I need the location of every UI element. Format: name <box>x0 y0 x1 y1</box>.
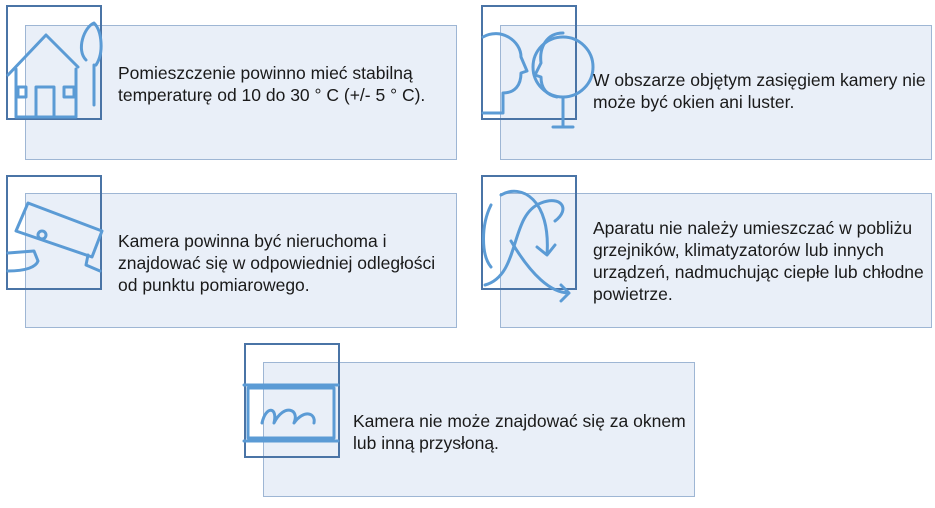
card-text-temperature: Pomieszczenie powinno mieć stabilną temperaturę od 10 do 30 ° C (+/- 5 ° C). <box>118 63 426 105</box>
camera-icon <box>6 175 102 290</box>
card-text-no-windows: W obszarze objętym zasięgiem kamery nie może być okien ani luster. <box>593 70 926 112</box>
card-text-window: Kamera nie może znajdować się za oknem lub inną przysłoną. <box>353 411 686 453</box>
airflow-icon <box>481 175 577 290</box>
window-icon <box>244 343 340 458</box>
house-icon <box>6 5 102 120</box>
card-text-camera-position: Kamera powinna być nieruchoma i znajdować się w odpowiedniej odległości od punktu pomiarowego. <box>118 231 436 295</box>
card-text-airflow: Aparatu nie należy umieszczać w pobliżu grzejników, klimatyzatorów lub innych urządzeń, nadmuchując ciepłe lub chłodne powietrze. <box>593 218 924 304</box>
faces-icon <box>481 5 577 120</box>
